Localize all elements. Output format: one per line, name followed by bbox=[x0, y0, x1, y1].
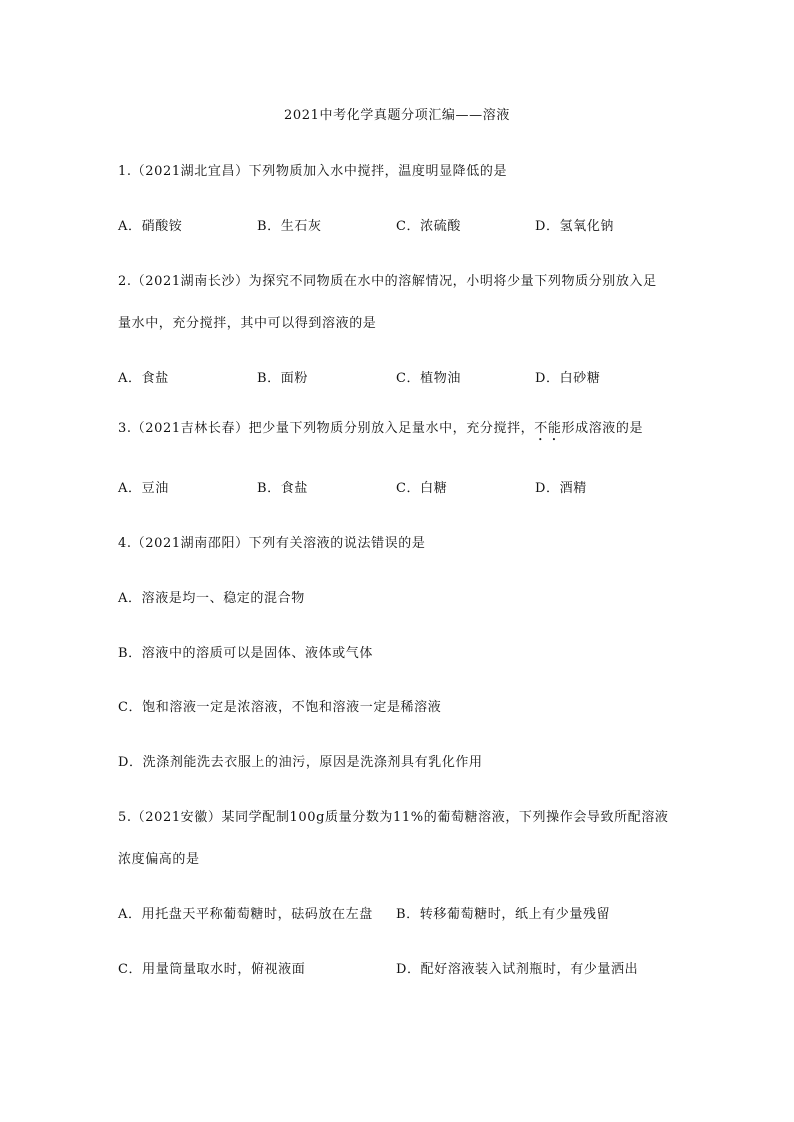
q1-option-d: D．氢氧化钠 bbox=[535, 219, 615, 234]
q2-option-d: D．白砂糖 bbox=[535, 371, 601, 386]
q3-stem-prefix: 3.（2021吉林长春）把少量下列物质分别放入足量水中，充分搅拌， bbox=[118, 421, 535, 436]
q5-stem-line1: 5.（2021安徽）某同学配制100g质量分数为11%的葡萄糖溶液，下列操作会导致所配溶液 bbox=[118, 810, 669, 825]
q5-stem-line2: 浓度偏高的是 bbox=[118, 852, 200, 867]
q2-stem-line1: 2.（2021湖南长沙）为探究不同物质在水中的溶解情况，小明将少量下列物质分别放入足 bbox=[118, 274, 657, 289]
q3-stem-emphasis: 不能 bbox=[534, 421, 562, 436]
q4-stem: 4.（2021湖南邵阳）下列有关溶液的说法错误的是 bbox=[118, 536, 426, 551]
q4-option-c: C．饱和溶液一定是浓溶液，不饱和溶液一定是稀溶液 bbox=[118, 700, 442, 715]
q2-option-a: A．食盐 bbox=[118, 371, 169, 386]
q5-option-b: B．转移葡萄糖时，纸上有少量残留 bbox=[396, 907, 611, 922]
q3-stem-suffix: 形成溶液的是 bbox=[561, 421, 644, 436]
q5-option-d: D．配好溶液装入试剂瓶时，有少量洒出 bbox=[396, 962, 639, 977]
q3-option-c: C．白糖 bbox=[396, 481, 448, 496]
q1-option-c: C．浓硫酸 bbox=[396, 219, 461, 234]
q2-stem-line2: 量水中，充分搅拌，其中可以得到溶液的是 bbox=[118, 316, 377, 331]
q2-option-c: C．植物油 bbox=[396, 371, 461, 386]
q5-option-a: A．用托盘天平称葡萄糖时，砝码放在左盘 bbox=[118, 907, 373, 922]
document-title: 2021中考化学真题分项汇编——溶液 bbox=[284, 108, 510, 123]
q1-option-a: A．硝酸铵 bbox=[118, 219, 183, 234]
q4-option-d: D．洗涤剂能洗去衣服上的油污，原因是洗涤剂具有乳化作用 bbox=[118, 755, 483, 770]
q2-option-b: B．面粉 bbox=[257, 371, 308, 386]
q3-option-a: A．豆油 bbox=[118, 481, 169, 496]
q1-stem: 1.（2021湖北宜昌）下列物质加入水中搅拌，温度明显降低的是 bbox=[118, 164, 508, 179]
q3-option-d: D．酒精 bbox=[535, 481, 587, 496]
q5-option-c: C．用量筒量取水时，俯视液面 bbox=[118, 962, 306, 977]
q4-option-b: B．溶液中的溶质可以是固体、液体或气体 bbox=[118, 646, 373, 661]
q4-option-a: A．溶液是均一、稳定的混合物 bbox=[118, 591, 305, 606]
q3-option-b: B．食盐 bbox=[257, 481, 308, 496]
q1-option-b: B．生石灰 bbox=[257, 219, 322, 234]
q3-stem bbox=[118, 420, 643, 444]
